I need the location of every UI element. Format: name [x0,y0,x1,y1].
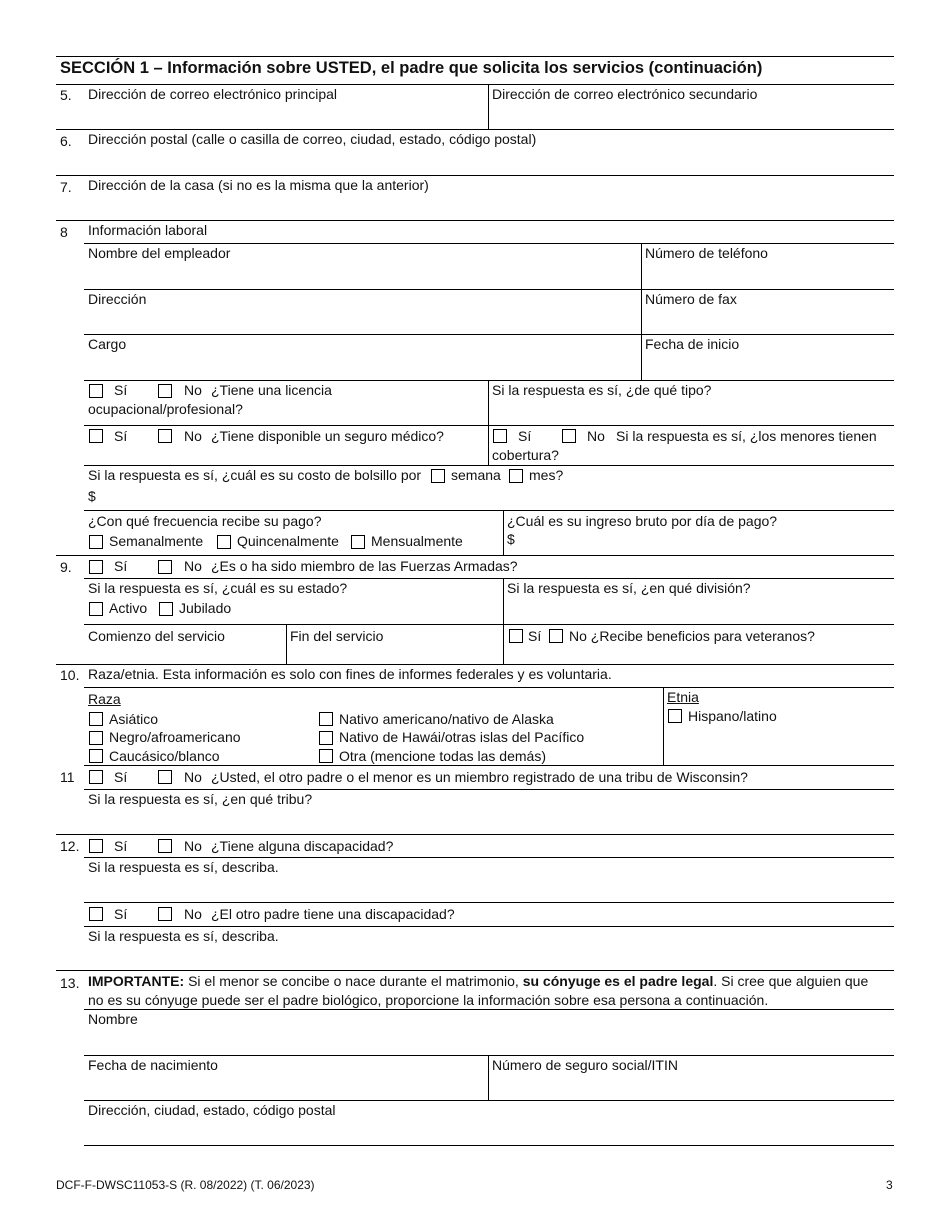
license-yes-checkbox[interactable] [89,384,103,398]
rule [84,926,894,927]
active-label: Activo [109,600,148,616]
home-address-label: Dirección de la casa (si no es la misma que la anterior) [88,177,429,193]
rule [84,765,894,766]
rule [56,970,894,971]
military-question: ¿Es o ha sido miembro de las Fuerzas Armadas? [211,558,518,574]
important-text-1: Si el menor se concibe o nace durante el matrimonio, [184,973,523,989]
gross-income-dollar-sign: $ [507,531,515,547]
q7-number: 7. [60,179,72,195]
tribe-which-question: Si la respuesta es sí, ¿en qué tribu? [88,791,313,807]
important-label: IMPORTANTE: [88,973,185,989]
bio-father-dob-label: Fecha de nacimiento [88,1057,218,1073]
white-label: Caucásico/blanco [109,748,220,764]
disability-yes-label: Sí [114,838,128,854]
rule [84,465,894,466]
divider [663,687,664,765]
service-start-label: Comienzo del servicio [88,628,225,644]
children-coverage-yes-label: Sí [518,428,532,444]
divider [286,624,287,664]
rule [84,578,894,579]
black-checkbox[interactable] [89,731,103,745]
top-rule [56,56,894,57]
disability-no-checkbox[interactable] [158,839,172,853]
rule [84,1100,894,1101]
pay-frequency-question: ¿Con qué frecuencia recibe su pago? [88,513,322,529]
rule [56,664,894,665]
important-bold-text: su cónyuge es el padre legal [522,973,714,989]
rule [84,243,894,244]
hispanic-label: Hispano/latino [688,708,777,724]
divider [503,510,504,555]
q5-number: 5. [60,87,72,103]
license-type-label: Si la respuesta es sí, ¿de qué tipo? [492,382,712,398]
important-notice-line2: no es su cónyuge puede ser el padre biológico, proporcione la información sobre esa persona a continuación. [88,992,769,1008]
pacific-islander-checkbox[interactable] [319,731,333,745]
other-race-checkbox[interactable] [319,749,333,763]
monthly-label: Mensualmente [371,533,463,549]
other-race-label: Otra (mencione todas las demás) [339,748,546,764]
disability-no-label: No [184,838,202,854]
rule [84,1055,894,1056]
important-text-2: . Si cree que alguien que [713,973,869,989]
bio-father-address-label: Dirección, ciudad, estado, código postal [88,1102,336,1118]
bio-father-name-label: Nombre [88,1011,138,1027]
rule [56,834,894,835]
license-no-checkbox[interactable] [158,384,172,398]
veteran-yes-checkbox[interactable] [509,629,523,643]
license-question-line1: ¿Tiene una licencia [211,382,332,398]
insurance-no-checkbox[interactable] [158,429,172,443]
monthly-checkbox[interactable] [351,535,365,549]
gross-income-question: ¿Cuál es su ingreso bruto por día de pago? [507,513,778,529]
pacific-islander-label: Nativo de Hawái/otras islas del Pacífico [339,729,585,745]
rule [84,510,894,511]
employer-address-label: Dirección [88,291,147,307]
cost-question: Si la respuesta es sí, ¿cuál es su costo de bolsillo por [88,467,422,483]
rule [84,857,894,858]
disability-describe-label: Si la respuesta es sí, describa. [88,859,279,875]
form-id: DCF-F-DWSC11053-S (R. 08/2022) (T. 06/2023) [56,1178,315,1192]
veteran-no-checkbox[interactable] [549,629,563,643]
divider [503,578,504,664]
biweekly-label: Quincenalmente [237,533,339,549]
veteran-yes-label: Sí [528,628,542,644]
q8-number: 8 [60,224,68,240]
rule [84,789,894,790]
employer-label: Nombre del empleador [88,245,231,261]
military-division-question: Si la respuesta es sí, ¿en qué división? [507,580,751,596]
other-parent-disability-yes-label: Sí [114,906,128,922]
disability-question: ¿Tiene alguna discapacidad? [211,838,394,854]
military-no-label: No [184,558,202,574]
disability-yes-checkbox[interactable] [89,839,103,853]
biweekly-checkbox[interactable] [217,535,231,549]
rule [84,687,894,688]
cost-month-checkbox[interactable] [509,469,523,483]
rule [56,129,894,130]
q13-number: 13. [60,975,80,991]
tribe-question: ¿Usted, el otro padre o el menor es un miembro registrado de una tribu de Wisconsin? [211,769,748,785]
rule [84,1145,894,1146]
insurance-yes-label: Sí [114,428,128,444]
rule [84,902,894,903]
rule [84,380,894,381]
black-label: Negro/afroamericano [109,729,241,745]
military-status-question: Si la respuesta es sí, ¿cuál es su estado? [88,580,348,596]
race-ethnicity-label: Raza/etnia. Esta información es solo con fines de informes federales y es voluntaria. [88,666,612,682]
children-coverage-no-checkbox[interactable] [562,429,576,443]
tribe-yes-checkbox[interactable] [89,770,103,784]
other-parent-disability-no-checkbox[interactable] [158,907,172,921]
native-american-label: Nativo americano/nativo de Alaska [339,711,554,727]
section-title: SECCIÓN 1 – Información sobre USTED, el padre que solicita los servicios (continuación) [60,59,763,77]
rule [56,220,894,221]
secondary-email-label: Dirección de correo electrónico secundario [492,86,758,102]
veteran-question: No ¿Recibe beneficios para veteranos? [569,628,815,644]
license-question-line2: ocupacional/profesional? [88,401,243,417]
race-heading: Raza [88,691,121,707]
retired-label: Jubilado [179,600,232,616]
q9-number: 9. [60,559,72,575]
service-end-label: Fin del servicio [290,628,384,644]
rule [56,555,894,556]
cost-week-checkbox[interactable] [431,469,445,483]
tribe-yes-label: Sí [114,769,128,785]
q10-number: 10. [60,667,80,683]
insurance-no-label: No [184,428,202,444]
rule [84,334,894,335]
employment-info-label: Información laboral [88,222,208,238]
children-coverage-no-label: No [587,428,605,444]
rule [56,84,894,85]
primary-email-label: Dirección de correo electrónico principal [88,86,338,102]
other-parent-disability-no-label: No [184,906,202,922]
important-notice-line1 [88,973,868,990]
weekly-checkbox[interactable] [89,535,103,549]
rule [56,175,894,176]
hispanic-checkbox[interactable] [668,709,682,723]
insurance-yes-checkbox[interactable] [89,429,103,443]
cost-dollar-sign: $ [88,488,96,504]
license-yes-label: Sí [114,382,128,398]
weekly-label: Semanalmente [109,533,204,549]
military-yes-checkbox[interactable] [89,560,103,574]
rule [84,624,894,625]
children-coverage-question-line1: Si la respuesta es sí, ¿los menores tienen [616,428,877,444]
rule [84,425,894,426]
rule [84,1009,894,1010]
bio-father-ssn-label: Número de seguro social/ITIN [492,1057,678,1073]
ethnicity-heading: Etnia [667,689,699,705]
asian-checkbox[interactable] [89,712,103,726]
military-no-checkbox[interactable] [158,560,172,574]
cost-week-label: semana [451,467,501,483]
divider [641,243,642,380]
children-coverage-yes-checkbox[interactable] [493,429,507,443]
native-american-checkbox[interactable] [319,712,333,726]
children-coverage-question-line2: cobertura? [492,447,559,463]
mailing-address-label: Dirección postal (calle o casilla de correo, ciudad, estado, código postal) [88,131,537,147]
job-title-label: Cargo [88,336,127,352]
q6-number: 6. [60,133,72,149]
insurance-question: ¿Tiene disponible un seguro médico? [211,428,444,444]
cost-month-label: mes? [529,467,564,483]
q11-number: 11 [60,769,75,785]
other-parent-disability-yes-checkbox[interactable] [89,907,103,921]
white-checkbox[interactable] [89,749,103,763]
tribe-no-checkbox[interactable] [158,770,172,784]
q12-number: 12. [60,838,80,854]
phone-label: Número de teléfono [645,245,768,261]
active-checkbox[interactable] [89,602,103,616]
rule [84,289,894,290]
divider [488,1055,489,1100]
tribe-no-label: No [184,769,202,785]
asian-label: Asiático [109,711,159,727]
other-parent-disability-describe-label: Si la respuesta es sí, describa. [88,928,279,944]
divider [488,84,489,129]
license-no-label: No [184,382,202,398]
divider [488,380,489,465]
start-date-label: Fecha de inicio [645,336,740,352]
retired-checkbox[interactable] [159,602,173,616]
page-number: 3 [886,1178,893,1192]
fax-label: Número de fax [645,291,737,307]
other-parent-disability-question: ¿El otro padre tiene una discapacidad? [211,906,455,922]
military-yes-label: Sí [114,558,128,574]
